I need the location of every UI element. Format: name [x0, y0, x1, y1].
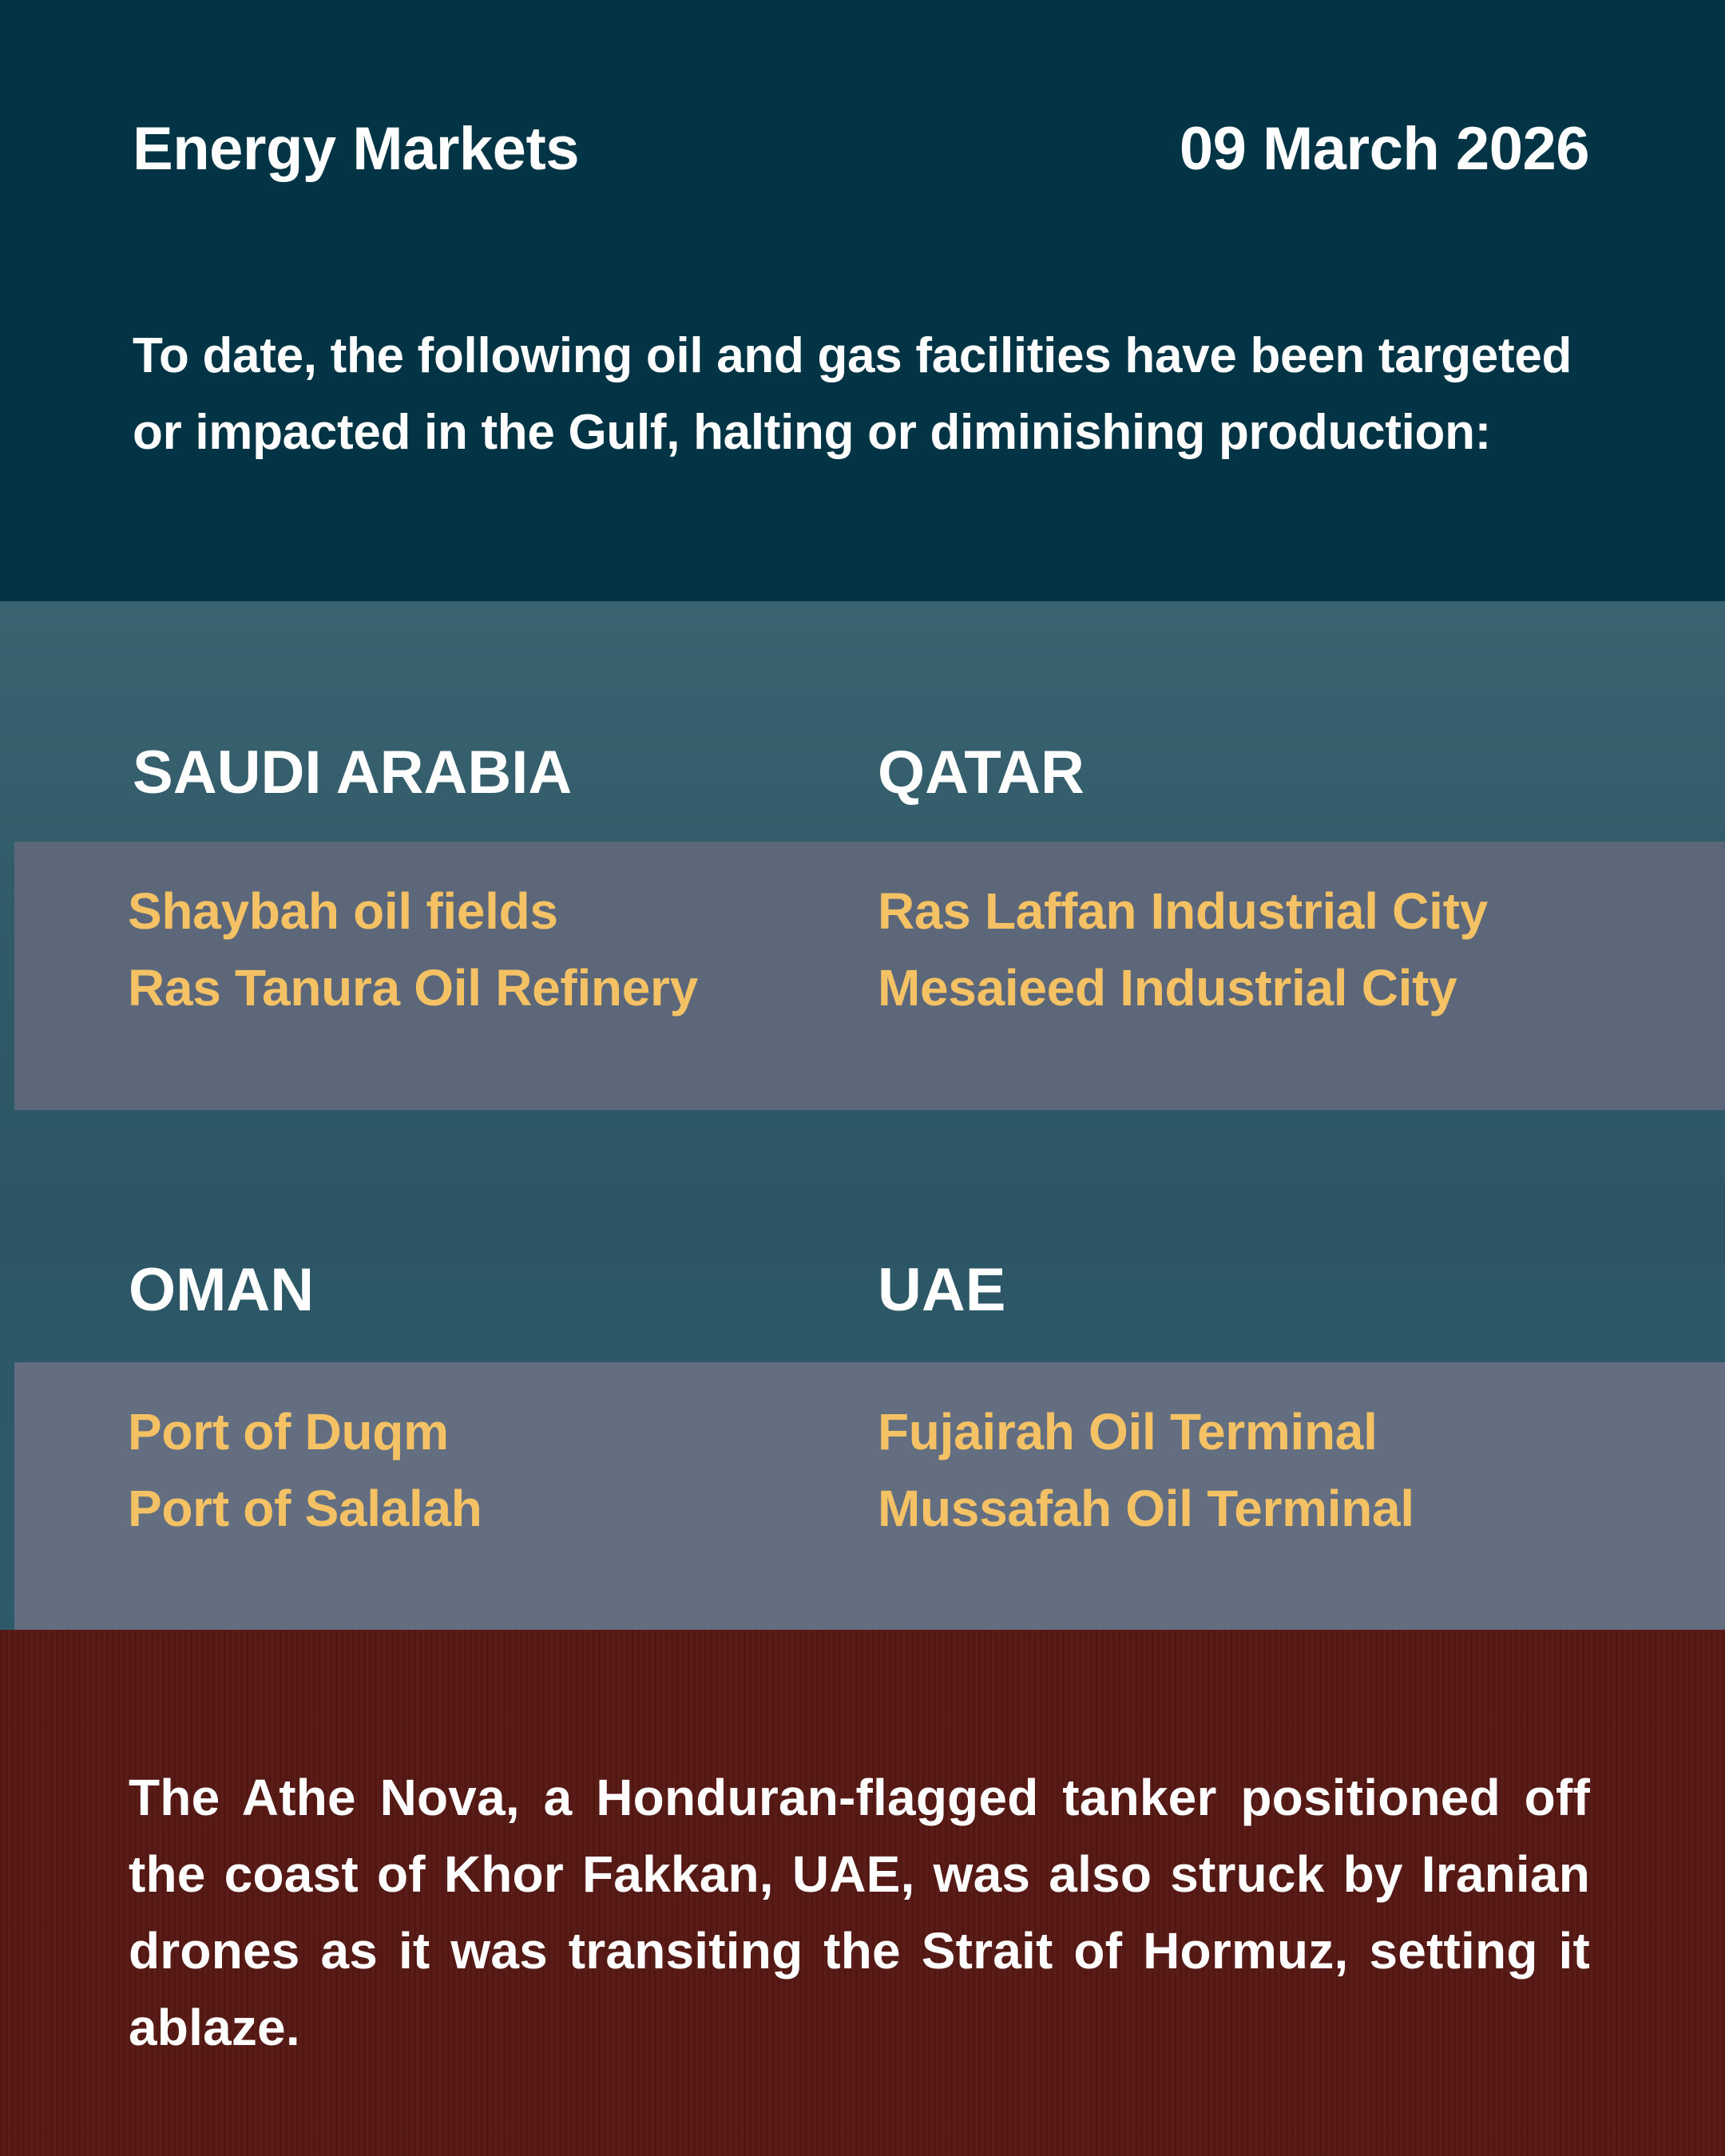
- facility-item: Port of Salalah: [128, 1480, 482, 1537]
- country-heading-saudi-arabia: SAUDI ARABIA: [133, 739, 573, 807]
- footer-text: The Athe Nova, a Honduran-flagged tanker positioned off the coast of Khor Fakkan, UAE, was also struck by Iranian drones as it was transiting the Strait of Hormuz, setting it ablaze.: [129, 1769, 1590, 2056]
- facility-item: Port of Duqm: [128, 1403, 449, 1460]
- page-title: Energy Markets: [133, 115, 580, 183]
- country-heading-uae: UAE: [878, 1256, 1006, 1324]
- facility-item: Mesaieed Industrial City: [878, 959, 1457, 1017]
- intro-text: To date, the following oil and gas facilities have been targeted or impacted in the Gulf, halting or diminishing production:: [133, 328, 1572, 460]
- header: [0, 0, 1725, 601]
- facilities-section: [0, 601, 1725, 1630]
- facility-list-oman: [128, 1393, 482, 1547]
- facility-list-qatar: [878, 873, 1488, 1026]
- country-heading-qatar: QATAR: [878, 739, 1085, 807]
- footer-note: [0, 1630, 1725, 2156]
- facility-list-uae: [878, 1393, 1414, 1547]
- facility-item: Ras Laffan Industrial City: [878, 882, 1488, 940]
- facility-list-saudi-arabia: [128, 873, 698, 1026]
- facility-item: Shaybah oil fields: [128, 882, 558, 940]
- date-label: 09 March 2026: [1179, 115, 1589, 183]
- facility-item: Ras Tanura Oil Refinery: [128, 959, 698, 1017]
- facility-item: Mussafah Oil Terminal: [878, 1480, 1414, 1537]
- facility-item: Fujairah Oil Terminal: [878, 1403, 1378, 1460]
- country-heading-oman: OMAN: [129, 1256, 315, 1324]
